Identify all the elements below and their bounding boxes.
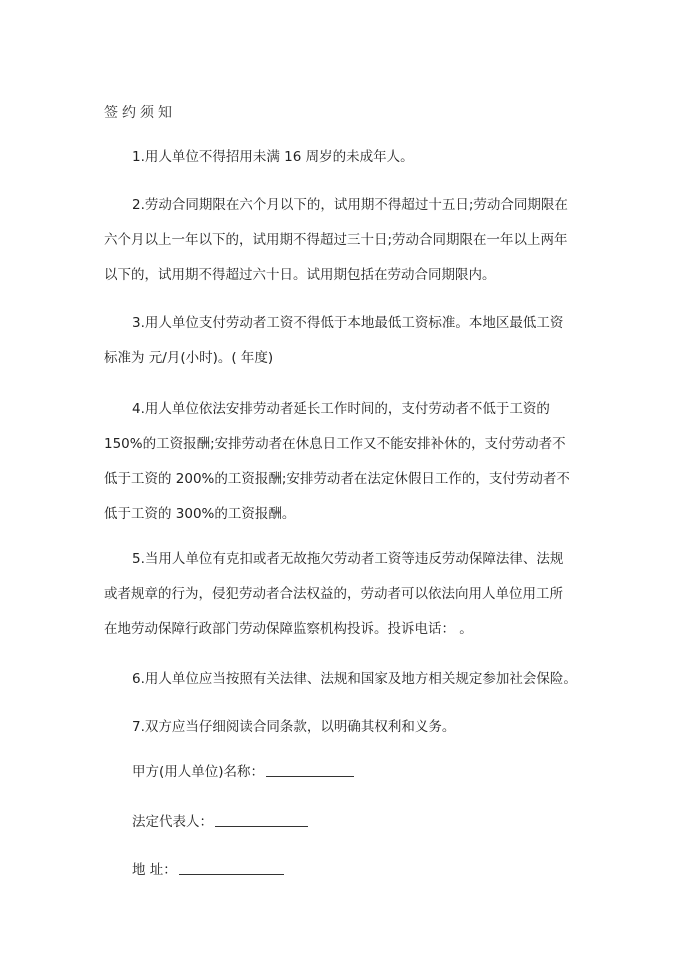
clause-line: 7.双方应当仔细阅读合同条款，以明确其权利和义务。	[132, 719, 456, 735]
clause-5	[104, 542, 584, 647]
clause-line: 低于工资的 200%的工资报酬;安排劳动者在法定休假日工作的，支付劳动者不	[104, 471, 570, 487]
employer-name-blank[interactable]	[266, 762, 354, 777]
clause-line: 5.当用人单位有克扣或者无故拖欠劳动者工资等违反劳动保障法律、法规	[132, 551, 564, 567]
clause-line: 以下的，试用期不得超过六十日。试用期包括在劳动合同期限内。	[104, 267, 496, 283]
clause-line: 2.劳动合同期限在六个月以下的，试用期不得超过十五日;劳动合同期限在	[132, 197, 568, 213]
clause-line: 低于工资的 300%的工资报酬。	[104, 506, 296, 522]
clause-line: 6.用人单位应当按照有关法律、法规和国家及地方相关规定参加社会保险。	[132, 671, 577, 687]
clause-line: 在地劳动保障行政部门劳动保障监察机构投诉。投诉电话： 。	[104, 621, 473, 637]
clause-4	[104, 392, 584, 532]
clause-1	[104, 140, 584, 175]
legal-representative-blank[interactable]	[215, 812, 308, 827]
clause-line: 或者规章的行为，侵犯劳动者合法权益的，劳动者可以依法向用人单位用工所	[104, 586, 563, 602]
employer-name-field	[132, 760, 354, 780]
document-title: 签约须知	[104, 105, 176, 121]
clause-7	[104, 710, 584, 745]
employer-name-label: 甲方(用人单位)名称：	[132, 764, 265, 780]
address-blank[interactable]	[179, 860, 284, 875]
clause-line: 六个月以上一年以下的，试用期不得超过三十日;劳动合同期限在一年以上两年	[104, 232, 568, 248]
clause-2	[104, 188, 584, 293]
clause-6	[104, 662, 584, 697]
legal-representative-field	[132, 810, 308, 830]
legal-representative-label: 法定代表人：	[132, 814, 213, 830]
clause-line: 1.用人单位不得招用未满 16 周岁的未成年人。	[132, 149, 414, 165]
address-label: 地 址：	[132, 862, 177, 878]
clause-line: 4.用人单位依法安排劳动者延长工作时间的，支付劳动者不低于工资的	[132, 401, 550, 417]
clause-line: 标准为 元/月(小时)。( 年度)	[104, 350, 274, 366]
clause-3	[104, 306, 584, 376]
clause-line: 150%的工资报酬;安排劳动者在休息日工作又不能安排补休的，支付劳动者不	[104, 436, 566, 452]
address-field	[132, 858, 284, 878]
clause-line: 3.用人单位支付劳动者工资不得低于本地最低工资标准。本地区最低工资	[132, 315, 564, 331]
